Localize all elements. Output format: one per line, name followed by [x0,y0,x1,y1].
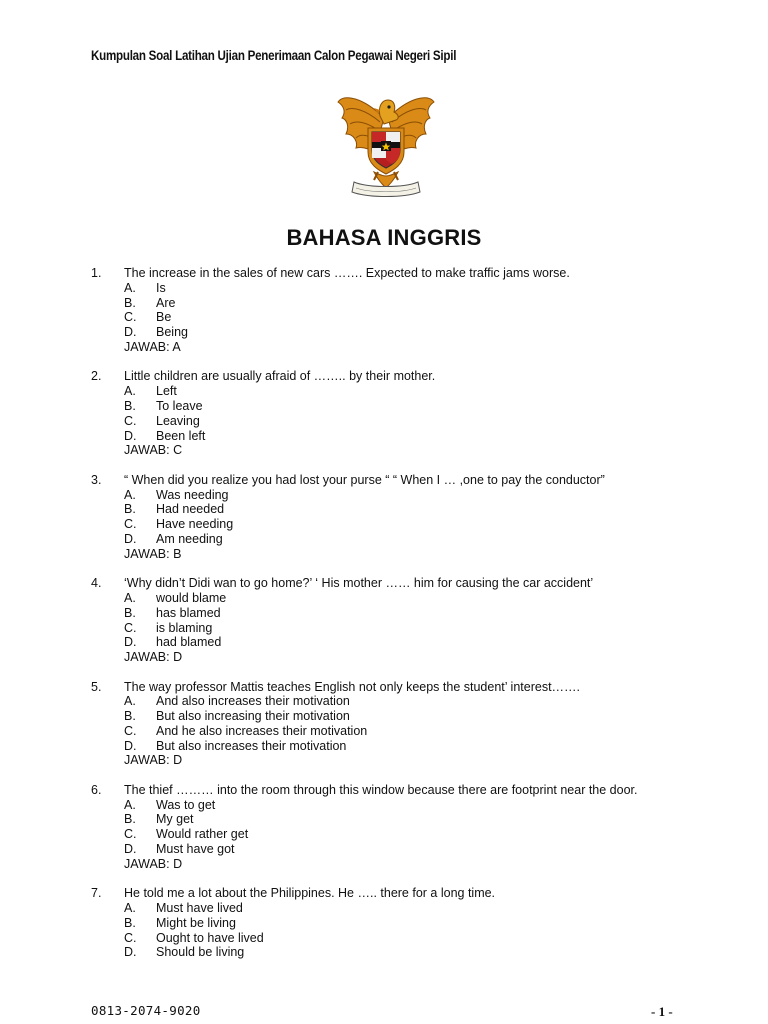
option-letter: C. [124,310,137,325]
option-d [91,325,731,340]
option-text: Are [156,295,176,310]
question-number: 5. [91,679,102,694]
option-text: Had needed [156,502,225,517]
question-item [91,369,731,458]
option-text: Should be living [156,945,245,960]
option-d [91,429,731,444]
garuda-emblem-icon [334,88,438,200]
option-text: Must have got [156,842,235,857]
option-d [91,842,731,857]
option-text: My get [156,812,194,827]
question-text: “ When did you realize you had lost your purse “ “ When I … ,one to pay the conductor” [124,472,605,487]
option-letter: C. [124,930,137,945]
option-b [91,709,731,724]
option-text: Was to get [156,797,216,812]
option-text: had blamed [156,635,222,650]
option-letter: D. [124,842,137,857]
option-text: is blaming [156,620,213,635]
option-d [91,532,731,547]
option-c [91,827,731,842]
question-item [91,886,731,960]
option-letter: B. [124,605,136,620]
question-item [91,783,731,872]
answer-key: JAWAB: C [124,443,183,458]
option-d [91,739,731,754]
option-letter: C. [124,723,137,738]
option-c [91,931,731,946]
footer-phone: 0813-2074-9020 [91,1003,201,1018]
option-b [91,916,731,931]
option-a [91,488,731,503]
option-text: But also increases their motivation [156,738,347,753]
question-item [91,266,731,355]
answer-key: JAWAB: D [124,650,183,665]
option-text: Have needing [156,517,234,532]
option-letter: A. [124,694,136,709]
option-text: And also increases their motivation [156,694,350,709]
option-c [91,310,731,325]
option-text: Leaving [156,413,200,428]
option-text: Would rather get [156,827,249,842]
option-text: would blame [156,590,227,605]
option-d [91,635,731,650]
option-b [91,399,731,414]
option-text: Must have lived [156,901,243,916]
option-c [91,621,731,636]
answer-key: JAWAB: D [124,856,183,871]
option-letter: A. [124,487,136,502]
option-letter: C. [124,620,137,635]
answer-key: JAWAB: A [124,339,181,354]
option-text: has blamed [156,605,221,620]
option-a [91,694,731,709]
option-letter: D. [124,325,137,340]
option-letter: D. [124,635,137,650]
question-text: Little children are usually afraid of …….. by their mother. [124,369,436,384]
option-letter: C. [124,827,137,842]
question-item [91,680,731,769]
option-text: Ought to have lived [156,930,264,945]
option-letter: A. [124,797,136,812]
option-text: Being [156,325,188,340]
option-a [91,281,731,296]
question-text: ‘Why didn’t Didi wan to go home?’ ‘ His mother …… him for causing the car accident’ [124,576,594,591]
option-a [91,798,731,813]
page-number: - 1 - [651,1004,673,1019]
document-header: Kumpulan Soal Latihan Ujian Penerimaan Calon Pegawai Negeri Sipil [91,48,457,63]
option-letter: B. [124,709,136,724]
question-text: The increase in the sales of new cars ……. Expected to make traffic jams worse. [124,266,570,280]
option-text: Might be living [156,915,236,930]
question-number: 2. [91,369,102,384]
option-letter: B. [124,398,136,413]
answer-key: JAWAB: B [124,546,182,561]
option-letter: A. [124,901,136,916]
option-a [91,591,731,606]
question-list [91,266,731,975]
option-a [91,384,731,399]
question-text: The way professor Mattis teaches English not only keeps the student’ interest……. [124,679,581,694]
option-letter: B. [124,295,136,310]
option-text: Left [156,384,177,399]
question-text: The thief ……… into the room through this window because there are footprint near the door. [124,782,638,797]
option-b [91,812,731,827]
option-c [91,414,731,429]
option-b [91,606,731,621]
option-text: Was needing [156,487,229,502]
question-item [91,576,731,665]
option-text: To leave [156,398,203,413]
option-letter: A. [124,590,136,605]
option-letter: B. [124,812,136,827]
option-text: Be [156,310,172,325]
option-letter: C. [124,413,137,428]
option-text: But also increasing their motivation [156,709,350,724]
option-text: Am needing [156,531,223,546]
option-b [91,502,731,517]
option-d [91,945,731,960]
question-number: 6. [91,782,102,797]
question-number: 7. [91,886,102,901]
option-letter: B. [124,502,136,517]
question-number: 3. [91,472,102,487]
question-number: 1. [91,266,102,280]
option-letter: D. [124,945,137,960]
option-c [91,517,731,532]
option-letter: A. [124,384,136,399]
question-number: 4. [91,576,102,591]
option-letter: D. [124,531,137,546]
question-item [91,473,731,562]
option-text: Been left [156,428,206,443]
question-text: He told me a lot about the Philippines. He ….. there for a long time. [124,886,496,901]
option-b [91,296,731,311]
option-a [91,901,731,916]
option-letter: D. [124,738,137,753]
option-text: Is [156,280,166,295]
option-text: And he also increases their motivation [156,723,368,738]
option-letter: D. [124,428,137,443]
option-letter: C. [124,517,137,532]
page-title: BAHASA INGGRIS [286,225,482,250]
option-letter: B. [124,915,136,930]
option-c [91,724,731,739]
answer-key: JAWAB: D [124,753,183,768]
option-letter: A. [124,280,136,295]
